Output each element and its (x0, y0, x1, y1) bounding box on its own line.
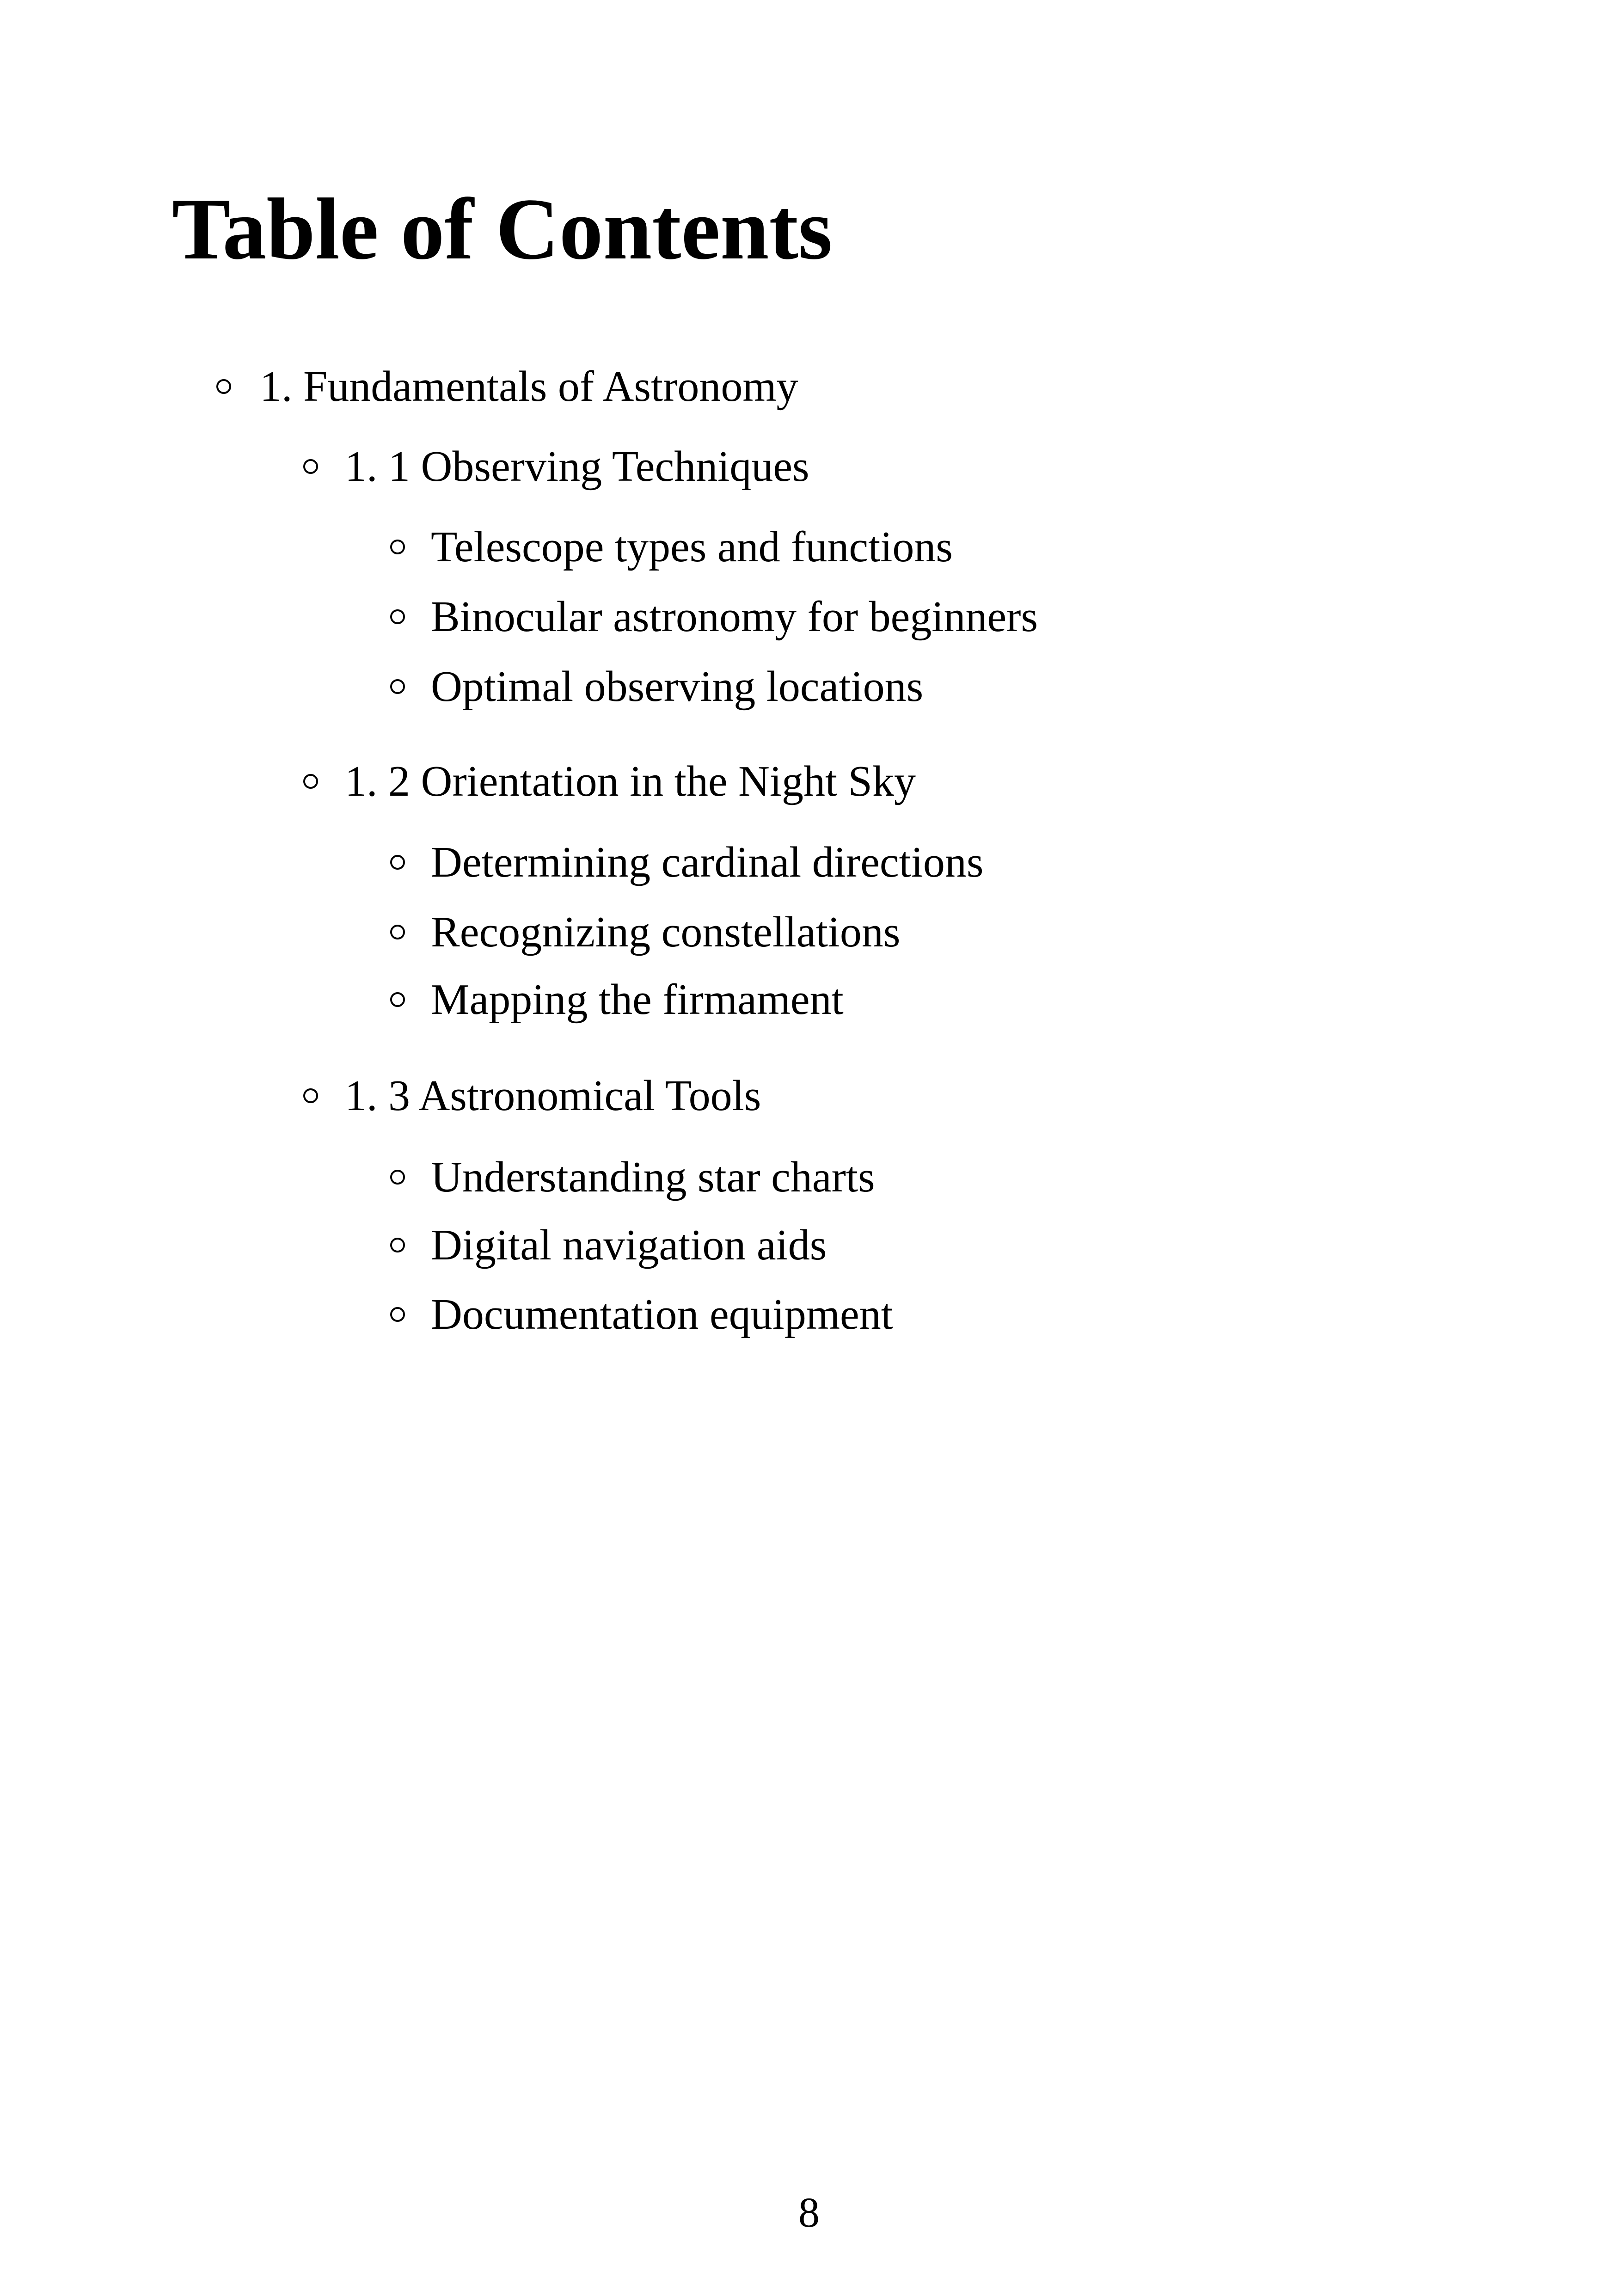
toc-entry-label: Telescope types and functions (431, 523, 953, 571)
toc-entry-label: Understanding star charts (431, 1153, 875, 1201)
toc-chapter-1[interactable] (216, 362, 798, 411)
toc-section-1-1[interactable] (303, 442, 809, 491)
toc-entry-label: Digital navigation aids (431, 1221, 827, 1269)
toc-item[interactable] (390, 522, 953, 572)
toc-entry-label: 1. 3 Astronomical Tools (345, 1072, 761, 1120)
circle-bullet-icon (303, 1088, 318, 1103)
toc-entry-label: Determining cardinal directions (431, 838, 984, 886)
toc-entry-label: Recognizing constellations (431, 908, 901, 956)
toc-entry-label: Optimal observing locations (431, 663, 924, 711)
toc-item[interactable] (390, 975, 844, 1025)
toc-entry-label: Mapping the firmament (431, 976, 844, 1024)
page-title: Table of Contents (172, 181, 833, 278)
circle-bullet-icon (390, 1170, 405, 1185)
circle-bullet-icon (390, 855, 405, 870)
toc-item[interactable] (390, 837, 983, 887)
circle-bullet-icon (303, 774, 318, 789)
toc-item[interactable] (390, 592, 1038, 642)
toc-entry-label: Binocular astronomy for beginners (431, 593, 1038, 641)
toc-entry-label: 1. 1 Observing Techniques (345, 442, 809, 491)
circle-bullet-icon (390, 1238, 405, 1252)
toc-item[interactable] (390, 662, 923, 712)
toc-item[interactable] (390, 1220, 827, 1270)
toc-entry-label: Documentation equipment (431, 1290, 893, 1338)
circle-bullet-icon (390, 992, 405, 1007)
toc-item[interactable] (390, 1152, 875, 1202)
toc-entry-label: 1. Fundamentals of Astronomy (260, 362, 798, 411)
circle-bullet-icon (390, 540, 405, 554)
toc-item[interactable] (390, 1289, 893, 1339)
toc-item[interactable] (390, 907, 901, 957)
circle-bullet-icon (390, 1307, 405, 1322)
circle-bullet-icon (216, 379, 231, 394)
toc-section-1-2[interactable] (303, 756, 916, 806)
toc-entry-label: 1. 2 Orientation in the Night Sky (345, 757, 916, 805)
circle-bullet-icon (390, 609, 405, 624)
toc-section-1-3[interactable] (303, 1071, 761, 1121)
page-number: 8 (798, 2189, 820, 2236)
circle-bullet-icon (303, 459, 318, 474)
circle-bullet-icon (390, 925, 405, 939)
circle-bullet-icon (390, 679, 405, 694)
